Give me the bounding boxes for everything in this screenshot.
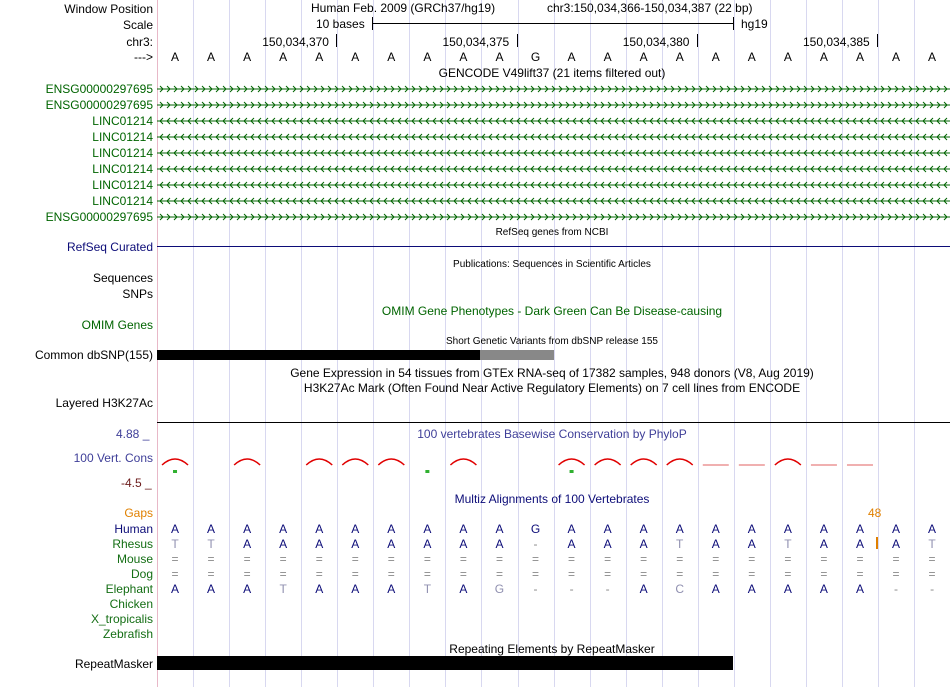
position-text: chr3:150,034,366-150,034,387 (22 bp) xyxy=(547,1,753,15)
alignment-base: = xyxy=(243,552,251,566)
refseq-feature[interactable] xyxy=(157,246,950,247)
gencode-item-label[interactable]: LINC01214 xyxy=(92,162,153,176)
alignment-base: = xyxy=(532,552,540,566)
alignment-base: = xyxy=(820,552,828,566)
alignment-base: = xyxy=(676,552,684,566)
alignment-base: = xyxy=(676,567,684,581)
base-letter: A xyxy=(855,50,864,64)
base-letter: G xyxy=(530,50,541,64)
alignment-base: = xyxy=(712,567,720,581)
alignment-base: A xyxy=(819,522,828,536)
refseq-title: RefSeq genes from NCBI xyxy=(495,227,609,238)
base-letter: A xyxy=(567,50,576,64)
alignment-base: A xyxy=(639,537,648,551)
ruler-tick-mark xyxy=(336,34,337,47)
ruler-tick-label: 150,034,370 xyxy=(262,35,329,49)
alignment-base: A xyxy=(819,582,828,596)
alignment-base: = xyxy=(892,552,900,566)
insertion-marker xyxy=(876,537,878,549)
window-position-label: Window Position xyxy=(64,2,153,16)
alignment-base: = xyxy=(315,567,323,581)
multiz-title: Multiz Alignments of 100 Vertebrates xyxy=(454,492,650,506)
publications-sequences-label[interactable]: Sequences xyxy=(92,271,153,285)
alignment-base: = xyxy=(171,567,179,581)
assembly-text: Human Feb. 2009 (GRCh37/hg19) xyxy=(311,1,496,15)
alignment-base: A xyxy=(603,537,612,551)
alignment-base: A xyxy=(711,537,720,551)
alignment-base: = xyxy=(604,552,612,566)
base-letter: A xyxy=(351,50,360,64)
gencode-item-label[interactable]: ENSG00000297695 xyxy=(45,82,153,96)
h3k27ac-title: H3K27Ac Mark (Often Found Near Active Regulatory Elements) on 7 cell lines from ENCODE xyxy=(303,381,801,395)
alignment-base: A xyxy=(279,522,288,536)
alignment-base: = xyxy=(423,567,431,581)
alignment-base: T xyxy=(207,537,215,551)
cons-low-mark xyxy=(425,470,429,473)
alignment-base: = xyxy=(387,567,395,581)
alignment-base: A xyxy=(243,582,252,596)
alignment-base: = xyxy=(207,567,215,581)
alignment-base: - xyxy=(569,582,574,596)
base-letter: A xyxy=(675,50,684,64)
alignment-base: = xyxy=(279,567,287,581)
alignment-base: = xyxy=(351,552,359,566)
base-letter: A xyxy=(279,50,288,64)
alignment-base: = xyxy=(351,567,359,581)
alignment-base: = xyxy=(568,567,576,581)
publications-snps-label[interactable]: SNPs xyxy=(122,287,153,301)
alignment-base: A xyxy=(855,537,864,551)
alignment-base: = xyxy=(748,567,756,581)
species-label[interactable]: Mouse xyxy=(116,552,153,566)
alignment-base: A xyxy=(711,522,720,536)
alignment-base: A xyxy=(892,537,901,551)
alignment-base: = xyxy=(784,567,792,581)
scale-bar-right-tick xyxy=(733,17,734,30)
alignment-base: - xyxy=(533,537,538,551)
base-letter: A xyxy=(243,50,252,64)
alignment-base: G xyxy=(494,582,505,596)
ruler-tick-label: 150,034,375 xyxy=(442,35,510,49)
refseq-label[interactable]: RefSeq Curated xyxy=(66,240,153,254)
alignment-base: A xyxy=(351,537,360,551)
alignment-base: A xyxy=(747,582,756,596)
alignment-base: A xyxy=(279,537,288,551)
gaps-count: 48 xyxy=(868,506,882,520)
cons-hump xyxy=(306,459,332,465)
ruler-tick-label: 150,034,385 xyxy=(803,35,870,49)
gencode-item-label[interactable]: LINC01214 xyxy=(92,146,153,160)
alignment-base: = xyxy=(856,567,864,581)
base-letter: A xyxy=(315,50,324,64)
cons-wiggle[interactable] xyxy=(0,440,950,480)
cons-low-mark xyxy=(570,470,574,473)
ruler-tick-mark xyxy=(517,34,518,47)
publications-title: Publications: Sequences in Scientific Articles xyxy=(453,259,651,270)
base-letter: A xyxy=(892,50,901,64)
base-letter: A xyxy=(639,50,648,64)
ruler-tick-mark xyxy=(877,34,878,47)
gtex-title: Gene Expression in 54 tissues from GTEx RNA-seq of 17382 samples, 948 donors (V8, Aug 2019) xyxy=(290,366,814,380)
alignment-base: A xyxy=(495,537,504,551)
alignment-base: G xyxy=(530,522,541,536)
gencode-item-feature[interactable] xyxy=(157,196,950,206)
alignment-base: = xyxy=(495,552,503,566)
gencode-item-label[interactable]: LINC01214 xyxy=(92,178,153,192)
gencode-item-feature[interactable] xyxy=(157,164,950,174)
gencode-item-feature[interactable] xyxy=(157,132,950,142)
cons-low-mark xyxy=(173,470,177,473)
cons-label[interactable]: 100 Vert. Cons xyxy=(73,451,153,465)
alignment-base: A xyxy=(783,582,792,596)
ruler-tick-mark xyxy=(697,34,698,47)
alignment-base: = xyxy=(748,552,756,566)
alignment-base: = xyxy=(640,567,648,581)
alignment-base: = xyxy=(459,567,467,581)
species-label[interactable]: Rhesus xyxy=(112,537,153,551)
alignment-base: - xyxy=(894,582,899,596)
alignment-base: A xyxy=(459,537,468,551)
dbsnp-feature-grey[interactable] xyxy=(480,350,554,360)
gencode-item-feature[interactable] xyxy=(157,180,950,190)
scale-text: 10 bases xyxy=(316,17,365,31)
cons-hump xyxy=(342,459,368,465)
gencode-item-label[interactable]: LINC01214 xyxy=(92,194,153,208)
cons-ymin: -4.5 _ xyxy=(121,476,152,490)
alignment-base: - xyxy=(605,582,610,596)
alignment-base: A xyxy=(351,522,360,536)
alignment-base: A xyxy=(459,522,468,536)
gencode-item-feature[interactable] xyxy=(157,116,950,126)
alignment-base: = xyxy=(928,552,936,566)
alignment-base: A xyxy=(603,522,612,536)
alignment-base: = xyxy=(892,567,900,581)
alignment-base: A xyxy=(639,582,648,596)
alignment-base: A xyxy=(928,522,937,536)
cons-hump xyxy=(595,459,621,465)
alignment-base: A xyxy=(387,522,396,536)
gencode-item-feature[interactable] xyxy=(157,148,950,158)
alignment-base: A xyxy=(171,582,180,596)
alignment-base: A xyxy=(387,582,396,596)
alignment-base: T xyxy=(423,582,432,596)
alignment-base: A xyxy=(567,537,576,551)
alignment-base: - xyxy=(533,582,538,596)
alignment-base: A xyxy=(243,522,252,536)
species-label[interactable]: Human xyxy=(114,522,153,536)
alignment-base: A xyxy=(819,537,828,551)
alignment-base: A xyxy=(423,522,432,536)
alignment-base: A xyxy=(567,522,576,536)
alignment-base: A xyxy=(675,522,684,536)
base-letter: A xyxy=(928,50,937,64)
h3k27ac-label[interactable]: Layered H3K27Ac xyxy=(55,396,153,410)
scale-bar-left-tick xyxy=(372,17,373,30)
alignment-base: = xyxy=(712,552,720,566)
alignment-base: A xyxy=(387,537,396,551)
species-label[interactable]: Chicken xyxy=(109,597,153,611)
alignment-base: = xyxy=(279,552,287,566)
alignment-base: = xyxy=(387,552,395,566)
alignment-base: = xyxy=(315,552,323,566)
base-letter: A xyxy=(387,50,396,64)
cons-title: 100 vertebrates Basewise Conservation by PhyloP xyxy=(417,427,687,441)
cons-hump xyxy=(450,459,476,465)
cons-hump xyxy=(162,459,188,465)
alignment-base: = xyxy=(928,567,936,581)
base-letter: A xyxy=(603,50,612,64)
alignment-base: A xyxy=(351,582,360,596)
cons-hump xyxy=(631,459,657,465)
alignment-base: T xyxy=(928,537,936,551)
alignment-base: = xyxy=(820,567,828,581)
alignment-base: = xyxy=(604,567,612,581)
cons-hump xyxy=(234,459,260,465)
base-letter: A xyxy=(171,50,180,64)
alignment-base: A xyxy=(207,522,216,536)
alignment-base: = xyxy=(856,552,864,566)
alignment-base: A xyxy=(855,522,864,536)
gencode-item-label[interactable]: LINC01214 xyxy=(92,114,153,128)
alignment-base: = xyxy=(171,552,179,566)
repeatmasker-feature[interactable] xyxy=(157,656,733,670)
gencode-item-label[interactable]: ENSG00000297695 xyxy=(45,210,153,224)
alignment-base: = xyxy=(459,552,467,566)
species-label[interactable]: X_tropicalis xyxy=(90,612,153,626)
cons-hump xyxy=(775,459,801,465)
alignment-base: - xyxy=(930,582,935,596)
scale-label: Scale xyxy=(122,18,153,32)
repeatmasker-label[interactable]: RepeatMasker xyxy=(74,657,153,671)
gaps-label[interactable]: Gaps xyxy=(124,506,153,520)
cons-ymax: 4.88 _ xyxy=(116,427,150,441)
alignment-base: A xyxy=(892,522,901,536)
alignment-base: A xyxy=(747,537,756,551)
dbsnp-title: Short Genetic Variants from dbSNP release 155 xyxy=(446,336,658,347)
alignment-base: A xyxy=(243,537,252,551)
base-letter: A xyxy=(207,50,216,64)
chrom-label: chr3: xyxy=(126,35,153,49)
alignment-base: = xyxy=(784,552,792,566)
scale-db: hg19 xyxy=(741,17,768,31)
base-letter: A xyxy=(423,50,432,64)
scale-bar xyxy=(372,23,733,24)
cons-hump xyxy=(667,459,693,465)
base-letter: A xyxy=(459,50,468,64)
base-letter: A xyxy=(819,50,828,64)
alignment-base: T xyxy=(676,537,684,551)
alignment-base: T xyxy=(171,537,179,551)
species-label[interactable]: Zebrafish xyxy=(102,627,153,641)
alignment-base: A xyxy=(783,522,792,536)
alignment-base: = xyxy=(640,552,648,566)
base-letter: A xyxy=(783,50,792,64)
alignment-base: = xyxy=(207,552,215,566)
alignment-base: = xyxy=(532,567,540,581)
strand-arrow-label: ---> xyxy=(134,50,153,64)
alignment-base: A xyxy=(747,522,756,536)
alignment-base: A xyxy=(207,582,216,596)
alignment-base: A xyxy=(495,522,504,536)
gencode-item-label[interactable]: LINC01214 xyxy=(92,130,153,144)
alignment-base: A xyxy=(315,522,324,536)
alignment-base: = xyxy=(423,552,431,566)
ruler-tick-label: 150,034,380 xyxy=(622,35,690,49)
alignment-base: T xyxy=(784,537,792,551)
alignment-base: = xyxy=(568,552,576,566)
cons-hump xyxy=(559,459,585,465)
gencode-item-feature[interactable] xyxy=(157,100,950,110)
alignment-base: A xyxy=(459,582,468,596)
gencode-item-feature[interactable] xyxy=(157,212,950,222)
omim-label[interactable]: OMIM Genes xyxy=(81,318,153,332)
gencode-title: GENCODE V49lift37 (21 items filtered out) xyxy=(438,66,666,80)
base-letter: A xyxy=(495,50,504,64)
omim-title: OMIM Gene Phenotypes - Dark Green Can Be Disease-causing xyxy=(381,304,723,318)
alignment-base: A xyxy=(855,582,864,596)
gencode-item-label[interactable]: ENSG00000297695 xyxy=(45,98,153,112)
alignment-base: A xyxy=(711,582,720,596)
alignment-base: T xyxy=(279,582,287,596)
alignment-base: C xyxy=(675,582,685,596)
alignment-base: = xyxy=(495,567,503,581)
alignment-base: A xyxy=(315,537,324,551)
alignment-base: A xyxy=(315,582,324,596)
alignment-base: A xyxy=(639,522,648,536)
repeatmasker-title: Repeating Elements by RepeatMasker xyxy=(449,642,655,656)
alignment-base: = xyxy=(243,567,251,581)
base-letter: A xyxy=(747,50,756,64)
alignment-base: A xyxy=(171,522,180,536)
cons-hump xyxy=(378,459,404,465)
species-label[interactable]: Elephant xyxy=(105,582,153,596)
species-label[interactable]: Dog xyxy=(130,567,153,581)
dbsnp-label[interactable]: Common dbSNP(155) xyxy=(34,348,153,362)
base-letter: A xyxy=(711,50,720,64)
alignment-base: A xyxy=(423,537,432,551)
h3k27ac-baseline xyxy=(157,422,950,423)
gencode-item-feature[interactable] xyxy=(157,84,950,94)
